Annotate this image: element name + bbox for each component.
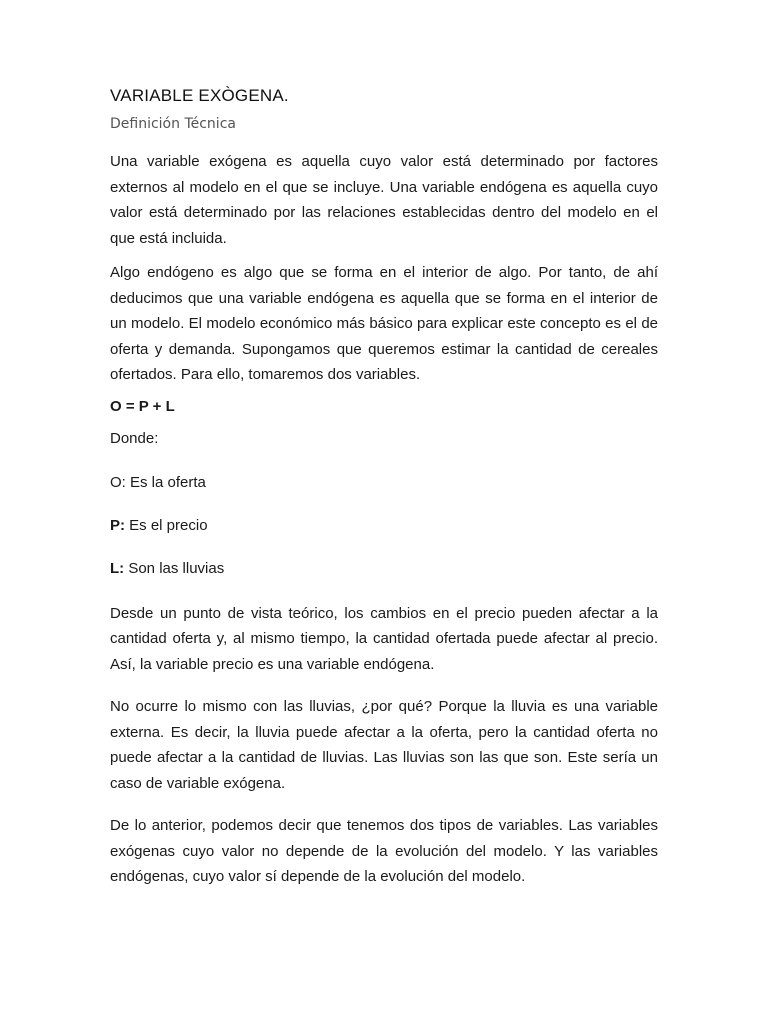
document-body xyxy=(110,86,658,890)
formula: O = P + L xyxy=(110,397,175,415)
definition-l-term: L: xyxy=(110,559,125,577)
definition-l-text: Son las lluvias xyxy=(124,559,225,577)
paragraph-lluvias: No ocurre lo mismo con las lluvias, ¿por qué? Porque la lluvia es una variable externa. Es decir, la lluvia puede afectar a la oferta, pero la cantidad oferta no puede afectar a la cantidad de lluvias. Las lluvias son las que son. Este sería un caso de variable exógena. xyxy=(110,698,658,792)
definition-l xyxy=(110,559,658,579)
definition-p-term: P: xyxy=(110,516,125,534)
paragraph-conclusion: De lo anterior, podemos decir que tenemos dos tipos de variables. Las variables exógenas cuyo valor no depende de la evolución del modelo. Y las variables endógenas, cuyo valor sí depende de la evolución del modelo. xyxy=(110,817,658,885)
page-title: VARIABLE EXÒGENA. xyxy=(110,86,289,105)
definition-p-text: Es el precio xyxy=(125,516,208,534)
definition-o: O: Es la oferta xyxy=(110,473,206,491)
definition-p xyxy=(110,516,658,536)
paragraph-definition: Una variable exógena es aquella cuyo valor está determinado por factores externos al modelo en el que se incluye. Una variable endógena es aquella cuyo valor está determinado por las relaciones establecidas dentro del modelo en el que está incluida. xyxy=(110,153,658,247)
paragraph-endogeno: Algo endógeno es algo que se forma en el interior de algo. Por tanto, de ahí deducimos que una variable endógena es aquella que se forma en el interior de un modelo. El modelo económico más básico para explicar este concepto es el de oferta y demanda. Supongamos que queremos estimar la cantidad de cereales ofertados. Para ello, tomaremos dos variables. xyxy=(110,264,658,383)
donde-label: Donde: xyxy=(110,429,159,447)
page-subtitle: Definición Técnica xyxy=(110,116,236,132)
paragraph-precio: Desde un punto de vista teórico, los cambios en el precio pueden afectar a la cantidad oferta y, al mismo tiempo, la cantidad ofertada puede afectar al precio. Así, la variable precio es una variable endógena. xyxy=(110,604,658,673)
